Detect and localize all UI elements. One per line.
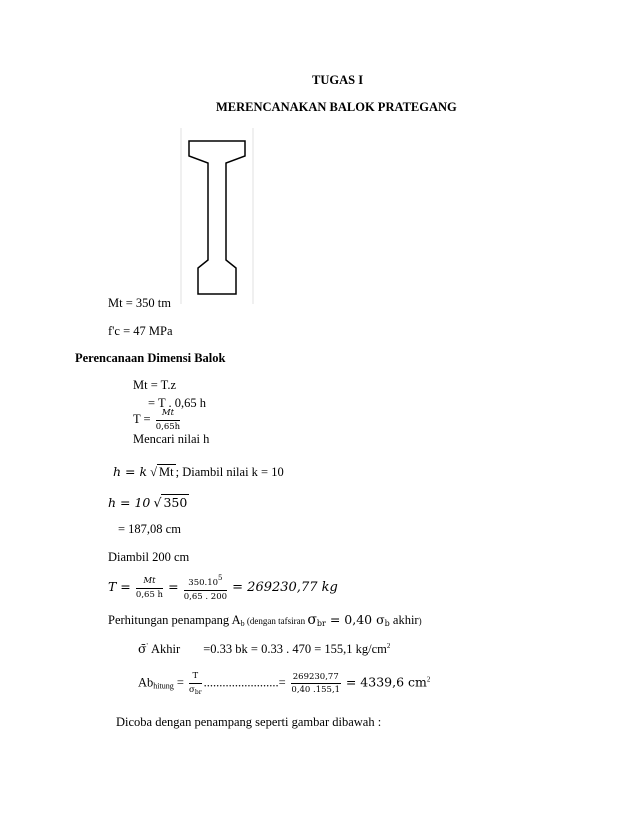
given-mt: Mt = 350 tm: [108, 296, 171, 310]
page-title: TUGAS I: [312, 73, 364, 87]
h-value-radicand: 350: [163, 495, 188, 510]
perhitungan-sigma-br: σ: [307, 612, 317, 628]
perhitungan-sub-b: b: [240, 619, 245, 628]
derivation-t-formula: [133, 409, 182, 431]
h-value-sqrt: √ 350: [153, 495, 188, 510]
page-subtitle: MERENCANAKAN BALOK PRATEGANG: [216, 100, 457, 114]
sigma-akhir-symbol: σ̄: [138, 641, 147, 656]
i-beam-figure: [176, 128, 258, 304]
ab-line: [138, 672, 430, 696]
perhitungan-sigma-br-sub: br: [316, 619, 326, 628]
ab-eq: =: [173, 675, 188, 690]
sigma-akhir-line: [138, 641, 390, 657]
perhitungan-line: [108, 612, 422, 628]
ab-f1-den-sigma: σ: [189, 684, 195, 695]
ab-result: = 4339,6 cm: [345, 674, 427, 690]
h-value-lhs: h = 10: [108, 495, 151, 510]
t-calc-fraction-2: [184, 575, 227, 601]
h-formula-rest: ; Diambil nilai k = 10: [175, 465, 284, 479]
ab-f1-num: T: [189, 672, 202, 684]
perhitungan-eq-part: = 0,40 σ: [325, 612, 385, 627]
t-calc-fraction-1: [136, 577, 163, 599]
h-formula-sqrt: √ Mt: [150, 465, 174, 479]
sigma-akhir-prime: ': [146, 642, 148, 650]
ab-f1-den-sub: br: [194, 688, 202, 696]
closing-line: Dicoba dengan penampang seperti gambar dibawah :: [116, 715, 382, 729]
t-calc-eq: =: [168, 578, 179, 594]
t-calc-lhs: T =: [108, 578, 131, 594]
t-calc-f2-den: 0,65 . 200: [183, 591, 228, 602]
perhitungan-note: (dengan tafsiran: [244, 616, 308, 626]
h-value: [108, 495, 189, 511]
t-prefix: T =: [133, 411, 151, 426]
t-calc-f2-num: [184, 575, 227, 591]
sigma-akhir-calc: =0.33 bk = 0.33 . 470 = 155,1 kg/cm: [203, 642, 387, 656]
t-calc-result: = 269230,77 kg: [232, 579, 338, 595]
ab-sub: hitung: [153, 681, 174, 691]
h-result: = 187,08 cm: [118, 522, 181, 536]
h-formula: [113, 464, 284, 480]
section-heading: Perencanaan Dimensi Balok: [75, 351, 226, 365]
h-formula-lhs: h = k: [113, 464, 148, 479]
sigma-akhir-label: Akhir: [147, 642, 181, 656]
t-calc-f1-den: 0,65 h: [135, 589, 164, 600]
h-formula-radicand: Mt: [159, 465, 174, 479]
perhitungan-text: Perhitungan penampang A: [108, 613, 241, 627]
t-fraction-den: 0,65h: [155, 421, 181, 432]
ab-dots: ........................=: [203, 675, 286, 690]
ab-prefix: Ab: [138, 675, 154, 690]
t-calc-f2-num-base: 350.10: [188, 578, 219, 588]
i-beam-outline: [189, 141, 245, 294]
ab-fraction-2: [291, 673, 341, 695]
perhitungan-akhir: akhir: [389, 613, 419, 627]
t-calc: [108, 575, 338, 601]
ab-f2-den: 0,40 .155,1: [291, 685, 341, 696]
perhitungan-close: ): [418, 616, 422, 626]
ab-f1-den: [189, 684, 202, 696]
derivation-line-2: = T . 0,65 h: [148, 396, 206, 410]
ab-f2-num: 269230,77: [291, 673, 341, 685]
t-calc-f1-num: Mt: [136, 577, 163, 589]
ab-result-sup: 2: [426, 675, 431, 684]
derivation-line-1: Mt = T.z: [133, 378, 177, 392]
t-fraction-num: Mt: [156, 409, 180, 421]
diambil-line: Diambil 200 cm: [108, 550, 190, 564]
perhitungan-sigma-b-sub: b: [384, 619, 390, 628]
derivation-line-4: Mencari nilai h: [133, 432, 210, 446]
sigma-akhir-sup: 2: [386, 642, 391, 650]
t-calc-f2-num-exp: 5: [218, 574, 223, 582]
ab-fraction-1: [189, 672, 202, 696]
given-fc: f'c = 47 MPa: [108, 324, 173, 338]
t-fraction: [156, 409, 180, 431]
